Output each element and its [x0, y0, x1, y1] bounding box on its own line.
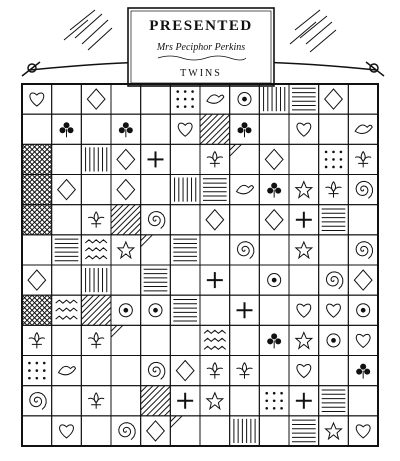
quilt-patch-blank [141, 325, 171, 355]
quilt-patch-crosshatch [0, 205, 107, 235]
quilt-patch-heart [52, 416, 82, 446]
quilt-patch-diamond [111, 144, 141, 174]
quilt-patch-cross [141, 144, 171, 174]
quilt-patch-blank [200, 235, 230, 265]
sign-line-twins: TWINS [180, 68, 222, 79]
quilt-patch-stripes-h [289, 84, 319, 114]
quilt-patch-blank [81, 416, 111, 446]
quilt-patch-blank [22, 416, 52, 446]
quilt-patch-sun [111, 295, 141, 325]
quilt-patch-stripes-h [52, 235, 82, 265]
quilt-patch-diamond [348, 265, 378, 295]
quilt-patch-heart [319, 295, 349, 325]
quilt-patch-club [259, 175, 289, 205]
quilt-patch-blank [52, 325, 82, 355]
quilt-patch-blank [319, 356, 349, 386]
quilt-patch-blank [319, 235, 349, 265]
quilt-patch-blank [81, 356, 111, 386]
quilt-patch-fleur [230, 356, 260, 386]
quilt-patch-cross [230, 295, 260, 325]
quilt-patch-stripes-v [81, 144, 111, 174]
quilt-patch-blank [52, 205, 82, 235]
quilt-patch-zigzag [52, 295, 82, 325]
quilt-patch-blank [141, 84, 171, 114]
quilt-patch-blank [200, 416, 230, 446]
quilt-patch-bird [230, 175, 260, 205]
quilt-patch-blank [111, 356, 141, 386]
quilt-patch-heart [170, 114, 200, 144]
quilt-patch-blank [170, 325, 200, 355]
quilt-patch-club [348, 356, 378, 386]
quilt-patch-fleur [22, 325, 52, 355]
quilt-patch-diag [111, 205, 153, 247]
quilt-patch-spiral [141, 205, 171, 235]
quilt-patch-blank [52, 144, 82, 174]
quilt-patch-heart [22, 84, 52, 114]
quilt-patch-blank [348, 386, 378, 416]
quilt-patch-stripes-h [141, 265, 171, 295]
quilt-patch-fleur [319, 175, 349, 205]
quilt-patch-heart [289, 295, 319, 325]
quilt-patch-fleur [200, 144, 230, 174]
quilt-patch-bird [200, 84, 230, 114]
quilt-patch-club [259, 325, 289, 355]
quilt-patch-diamond [319, 84, 349, 114]
quilt-patch-cross [170, 386, 200, 416]
quilt-patch-blank [289, 265, 319, 295]
quilt-patch-blank [170, 144, 200, 174]
quilt-patch-blank [259, 295, 289, 325]
quilt-patch-blank [22, 114, 52, 144]
quilt-patch-cross [200, 265, 230, 295]
quilt-patch-diag [81, 295, 123, 337]
quilt-patch-blank [111, 84, 141, 114]
quilt-patch-blank [230, 386, 260, 416]
quilt-patch-blank [52, 265, 82, 295]
quilt-patch-sun [230, 84, 260, 114]
quilt-patch-blank [52, 386, 82, 416]
quilt-patch-blank [170, 205, 200, 235]
quilt-patch-blank [111, 265, 141, 295]
quilt-patch-star [289, 175, 319, 205]
quilt-patch-stripes-h [289, 416, 319, 446]
quilt-patch-blank [52, 84, 82, 114]
quilt-patch-stripes-v [170, 175, 200, 205]
quilt-patch-heart [289, 114, 319, 144]
quilt-patch-cross [289, 205, 319, 235]
quilt-patch-sun [319, 325, 349, 355]
quilt-patch-spiral [230, 235, 260, 265]
presentation-sign [128, 8, 274, 86]
sign-line-presented: PRESENTED [149, 18, 253, 34]
quilt-patch-stripes-h [170, 235, 200, 265]
quilt-patch-zigzag [81, 235, 111, 265]
quilt-patch-blank [81, 114, 111, 144]
quilt-patch-dots [259, 386, 289, 416]
quilt-patch-dots [170, 84, 200, 114]
quilt-patch-heart [348, 416, 378, 446]
quilt-patch-diamond [81, 84, 111, 114]
quilt-patch-blank [259, 356, 289, 386]
quilt-patch-diamond [22, 265, 52, 295]
quilt-patch-spiral [141, 356, 171, 386]
quilt-patch-bird [348, 114, 378, 144]
quilt-patch-blank [111, 386, 141, 416]
quilt-patch-heart [289, 356, 319, 386]
quilt-patch-blank [22, 235, 52, 265]
quilt-patch-diag [200, 114, 242, 156]
quilt-patch-spiral [111, 416, 141, 446]
quilt-patch-star [319, 416, 349, 446]
quilt-patch-stripes-v [259, 84, 289, 114]
quilt [0, 84, 378, 446]
quilt-patch-spiral [348, 235, 378, 265]
quilt-patch-star [289, 325, 319, 355]
quilt-patch-blank [141, 235, 171, 265]
quilt-patch-crosshatch [0, 144, 107, 174]
quilt-patch-sun [348, 295, 378, 325]
quilt-patch-fleur [200, 356, 230, 386]
quilt-patch-blank [200, 295, 230, 325]
quilt-patch-bird [52, 356, 82, 386]
quilt-patch-stripes-h [319, 386, 349, 416]
quilt-patch-spiral [348, 175, 378, 205]
quilt-patch-stripes-h [319, 205, 349, 235]
quilt-patch-diag [141, 386, 183, 428]
quilt-patch-stripes-h [200, 175, 230, 205]
quilt-patch-fleur [81, 325, 111, 355]
quilt-patch-blank [230, 144, 260, 174]
quilt-patch-blank [348, 84, 378, 114]
quilt-patch-blank [230, 205, 260, 235]
quilt-patch-blank [170, 416, 200, 446]
quilt-patch-star [289, 235, 319, 265]
quilt-patch-spiral [319, 265, 349, 295]
quilt-patch-stripes-h [170, 295, 200, 325]
quilt-patch-club [52, 114, 82, 144]
quilt-patch-diamond [259, 144, 289, 174]
quilt-patch-blank [289, 144, 319, 174]
quilt-patch-dots [319, 144, 349, 174]
quilt-patch-blank [111, 325, 141, 355]
quilt-patch-blank [230, 325, 260, 355]
quilt-patch-stripes-v [230, 416, 260, 446]
quilt-patch-star [200, 386, 230, 416]
quilt-patch-stripes-v [81, 265, 111, 295]
quilt-patch-diamond [141, 416, 171, 446]
quilt-patch-blank [259, 235, 289, 265]
quilt-patch-fleur [81, 205, 111, 235]
quilt-patch-diamond [200, 205, 230, 235]
quilt-patch-blank [141, 175, 171, 205]
quilt-patch-blank [81, 175, 111, 205]
quilt-patch-diamond [170, 356, 200, 386]
sign-line-name: Mrs Peciphor Perkins [156, 42, 246, 53]
quilt-patch-blank [259, 114, 289, 144]
quilt-patch-blank [230, 265, 260, 295]
quilt-patch-cross [289, 386, 319, 416]
quilt-patch-fleur [81, 386, 111, 416]
quilt-patch-blank [170, 265, 200, 295]
quilt-patch-diamond [111, 175, 141, 205]
quilt-patch-blank [319, 114, 349, 144]
quilt-patch-blank [348, 205, 378, 235]
quilt-patch-sun [141, 295, 171, 325]
quilt-patch-sun [259, 265, 289, 295]
quilt-patch-club [230, 114, 260, 144]
quilt-patch-club [111, 114, 141, 144]
quilt-patch-zigzag [200, 325, 230, 355]
quilt-patch-star [111, 235, 141, 265]
quilt-patch-dots [22, 356, 52, 386]
quilt-patch-diamond [259, 205, 289, 235]
quilt-patch-blank [259, 416, 289, 446]
quilt-patch-spiral [22, 386, 52, 416]
quilt-patch-diamond [52, 175, 82, 205]
quilt-patch-blank [141, 114, 171, 144]
quilt-patch-heart [348, 325, 378, 355]
quilt-patch-fleur [348, 144, 378, 174]
quilt-patch-crosshatch [0, 175, 107, 205]
